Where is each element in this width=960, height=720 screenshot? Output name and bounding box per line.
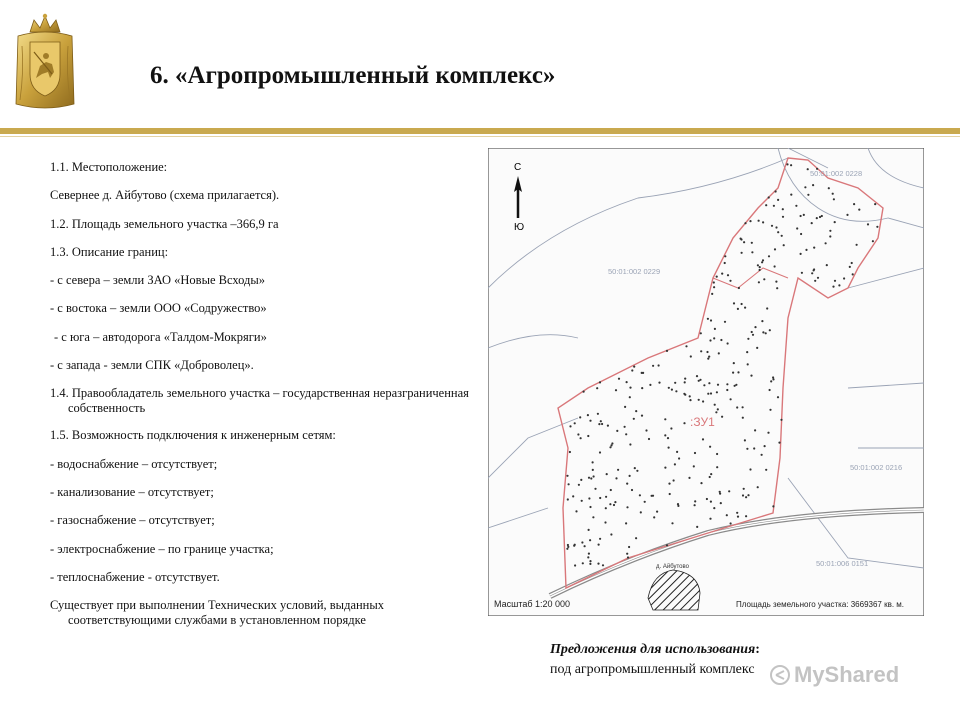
header-divider [0,128,960,134]
compass-south: Ю [514,222,525,233]
info-utilities-label: 1.5. Возможность подключения к инженерным сетям: [50,428,336,443]
land-plot-info [50,160,470,641]
parcel-label-0229: 50:01:002 0229 [608,267,661,276]
page-title: 6. «Агропромышленный комплекс» [150,62,556,89]
map-area: Площадь земельного участка: 3669367 кв. м. [736,600,905,609]
parcel-label-0151: 50:01:006 0151 [816,559,869,568]
land-plot-map [488,148,924,616]
share-icon [770,665,790,685]
info-border-south: - с юга – автодорога «Талдом-Мокряги» [54,329,267,344]
info-location-label: 1.1. Местоположение: [50,160,168,174]
info-border-north: - с севера – земли ЗАО «Новые Всходы» [50,273,266,288]
parcel-label-0216: 50:01:002 0216 [850,463,903,472]
watermark-text: MyShared [794,662,900,687]
info-location-value: Севернее д. Айбутово (схема прилагается). [50,188,280,203]
proposal-heading: Предложения для использования [550,642,756,657]
info-border-east: - с востока – земли ООО «Содружество» [50,301,267,316]
info-area: 1.2. Площадь земельного участка –366,9 га [50,216,279,231]
map-scale: Масштаб 1:20 000 [494,599,571,609]
plot-label: :ЗУ1 [690,415,715,429]
usage-proposal [550,640,760,680]
parcel-label-0228: 50:01:002 0228 [810,169,863,178]
compass-north: С [514,162,522,173]
village-label: д. Айбутово [656,564,689,570]
info-electricity: - электроснабжение – по границе участка; [50,541,274,556]
proposal-colon: : [755,642,760,657]
coat-of-arms-emblem [12,12,78,112]
info-borders-label: 1.3. Описание границ: [50,244,169,259]
watermark [770,662,899,688]
proposal-text: под агропромышленный комплекс [550,662,755,677]
map-frame [488,148,924,616]
info-water: - водоснабжение – отсутствует; [50,456,218,471]
info-owner: 1.4. Правообладатель земельного участка – государственная неразграниченная собственность [50,386,469,416]
info-conditions: Существует при выполнении Технических условий, выданных соответствующими службами в установленном порядке [50,598,385,628]
info-border-west: - с запада - земли СПК «Доброволец». [50,358,254,373]
info-sewage: - канализование – отсутствует; [50,484,214,499]
header-divider-thin [0,136,960,137]
info-heating: - теплоснабжение - отсутствует. [50,569,220,584]
info-gas: - газоснабжение – отсутствует; [50,513,215,528]
